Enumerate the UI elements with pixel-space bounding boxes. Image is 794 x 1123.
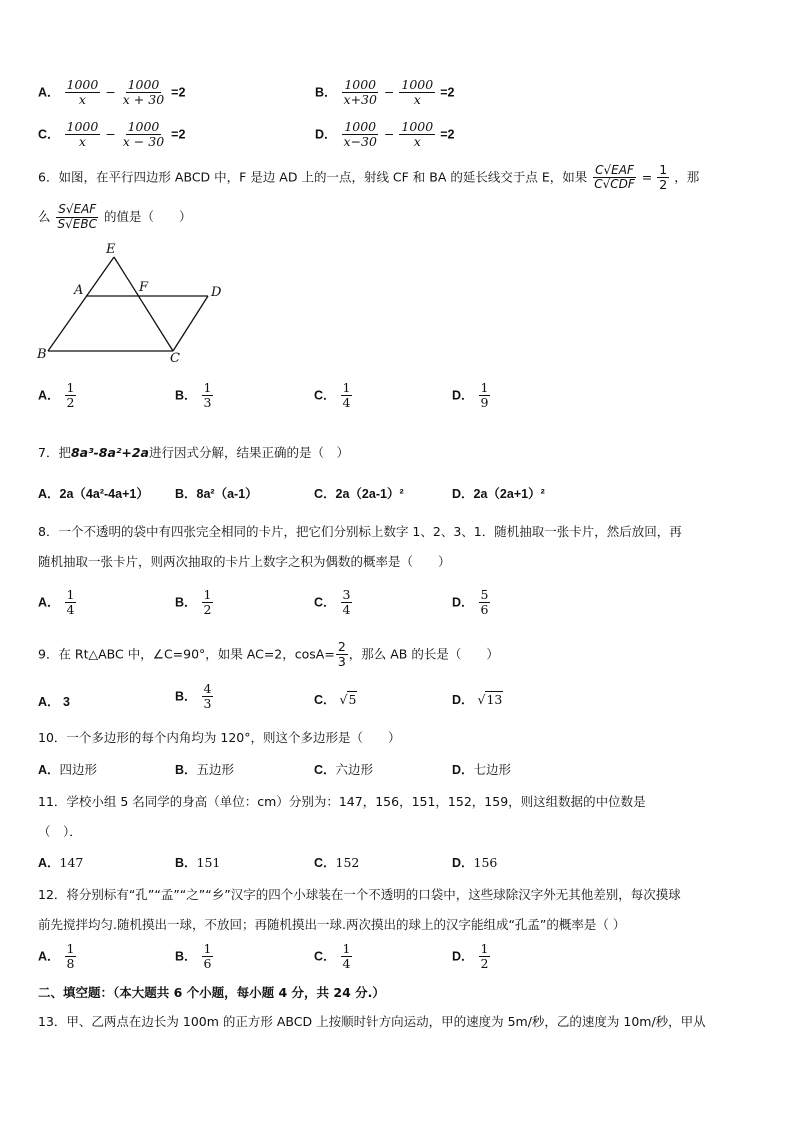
q5-option-c: C． $\frac{1000}{x}$ − $\frac{1000}{x - 30}$ =2 [38,119,186,150]
q12-stem-line1: 12．将分别标有“孔”“孟”“之”“乡”汉字的四个小球装在一个不透明的口袋中，这些球除汉字外无其他差别，每次摸球 [38,887,681,902]
q6-option-a: A． $\frac{1}{2}$ [38,380,75,411]
q12-stem-line2: 前先搅拌均匀.随机摸出一球，不放回；再随机摸出一球.两次摸出的球上的汉字能组成“孔孟”的概率是（ ） [38,917,626,932]
point-a-label: A [74,283,84,298]
point-d-label: D [211,285,222,300]
q9-option-d: D． √13 [452,692,503,707]
q11-stem-line2: （ ）． [38,824,82,839]
q8-option-c: C． $\frac{3}{4}$ [314,587,351,618]
q13-stem-line1: 13．甲、乙两点在边长为 100m 的正方形 ABCD 上按顺时针方向运动，甲的速度为 5m/秒，乙的速度为 10m/秒，甲从 [38,1014,706,1029]
q6-option-d: D． $\frac{1}{9}$ [452,380,489,411]
q7-option-d: D．2a（2a+1）² [452,487,545,501]
point-b-label: B [37,347,47,362]
line-dc [173,296,208,351]
q12-option-d: D． $\frac{1}{2}$ [452,941,489,972]
q9-option-b: B． $\frac{4}{3}$ [175,681,212,712]
q9-option-a: A． 3 [38,695,70,709]
q8-option-d: D． $\frac{5}{6}$ [452,587,489,618]
q12-option-a: A． $\frac{1}{8}$ [38,941,75,972]
q11-option-b: B．151 [175,855,221,870]
q7-stem: 7．把8a³-8a²+2a进行因式分解，结果正确的是（ ） [38,445,349,460]
q6-stem-line1: 6．如图，在平行四边形 ABCD 中，F 是边 AD 上的一点，射线 CF 和 BA 的延长线交于点 E，如果 $\frac{\text{C√EAF}}{\text{C√CDF}}$ = $\frac{1}{2}$ ，那 [38,162,700,193]
q9-stem: 9．在 Rt△ABC 中，∠C=90°，如果 AC=2，cosA= $\frac{2}{3}$ ，那么 AB 的长是（ ） [38,639,499,670]
q5-option-b: B． $\frac{1000}{x+30}$ − $\frac{1000}{x}$ =2 [315,77,455,108]
q5-option-d: D． $\frac{1000}{x-30}$ − $\frac{1000}{x}$ =2 [315,119,455,150]
q8-option-a: A． $\frac{1}{4}$ [38,587,75,618]
q10-option-d: D．七边形 [452,762,512,777]
q8-stem-line1: 8．一个不透明的袋中有四张完全相同的卡片，把它们分别标上数字 1、2、3、1．随机抽取一张卡片，然后放回，再 [38,524,682,539]
q5-option-a: A． $\frac{1000}{x}$ − $\frac{1000}{x + 30}$ =2 [38,77,186,108]
q11-option-c: C．152 [314,855,360,870]
point-c-label: C [170,351,180,364]
q10-option-a: A．四边形 [38,762,98,777]
q10-option-c: C．六边形 [314,762,374,777]
q6-option-b: B． $\frac{1}{3}$ [175,380,212,411]
q10-stem: 10．一个多边形的每个内角均为 120°，则这个多边形是（ ） [38,730,401,745]
q10-option-b: B．五边形 [175,762,235,777]
parallelogram-figure [36,238,228,364]
q7-option-a: A．2a（4a²-4a+1） [38,487,149,501]
q7-option-c: C．2a（2a-1）² [314,487,404,501]
q11-option-a: A．147 [38,855,84,870]
q7-option-b: B．8a²（a-1） [175,487,258,501]
q12-option-b: B． $\frac{1}{6}$ [175,941,212,972]
section-heading-fill-in: 二、填空题：（本大题共 6 个小题，每小题 4 分，共 24 分.） [38,985,385,1000]
q6-option-c: C． $\frac{1}{4}$ [314,380,351,411]
q8-stem-line2: 随机抽取一张卡片，则两次抽取的卡片上数字之积为偶数的概率是（ ） [38,554,451,569]
q9-option-c: C． √5 [314,692,357,707]
line-ec [114,257,173,351]
q11-option-d: D．156 [452,855,498,870]
line-be [48,257,114,351]
q8-option-b: B． $\frac{1}{2}$ [175,587,212,618]
q6-stem-line2: 么 $\frac{\text{S√EAF}}{\text{S√EBC}}$ 的值是（ ） [38,202,192,231]
q12-option-c: C． $\frac{1}{4}$ [314,941,351,972]
point-f-label: F [139,280,149,295]
q11-stem-line1: 11．学校小组 5 名同学的身高（单位：cm）分别为：147，156，151，152，159，则这组数据的中位数是 [38,794,646,809]
point-e-label: E [106,242,116,257]
